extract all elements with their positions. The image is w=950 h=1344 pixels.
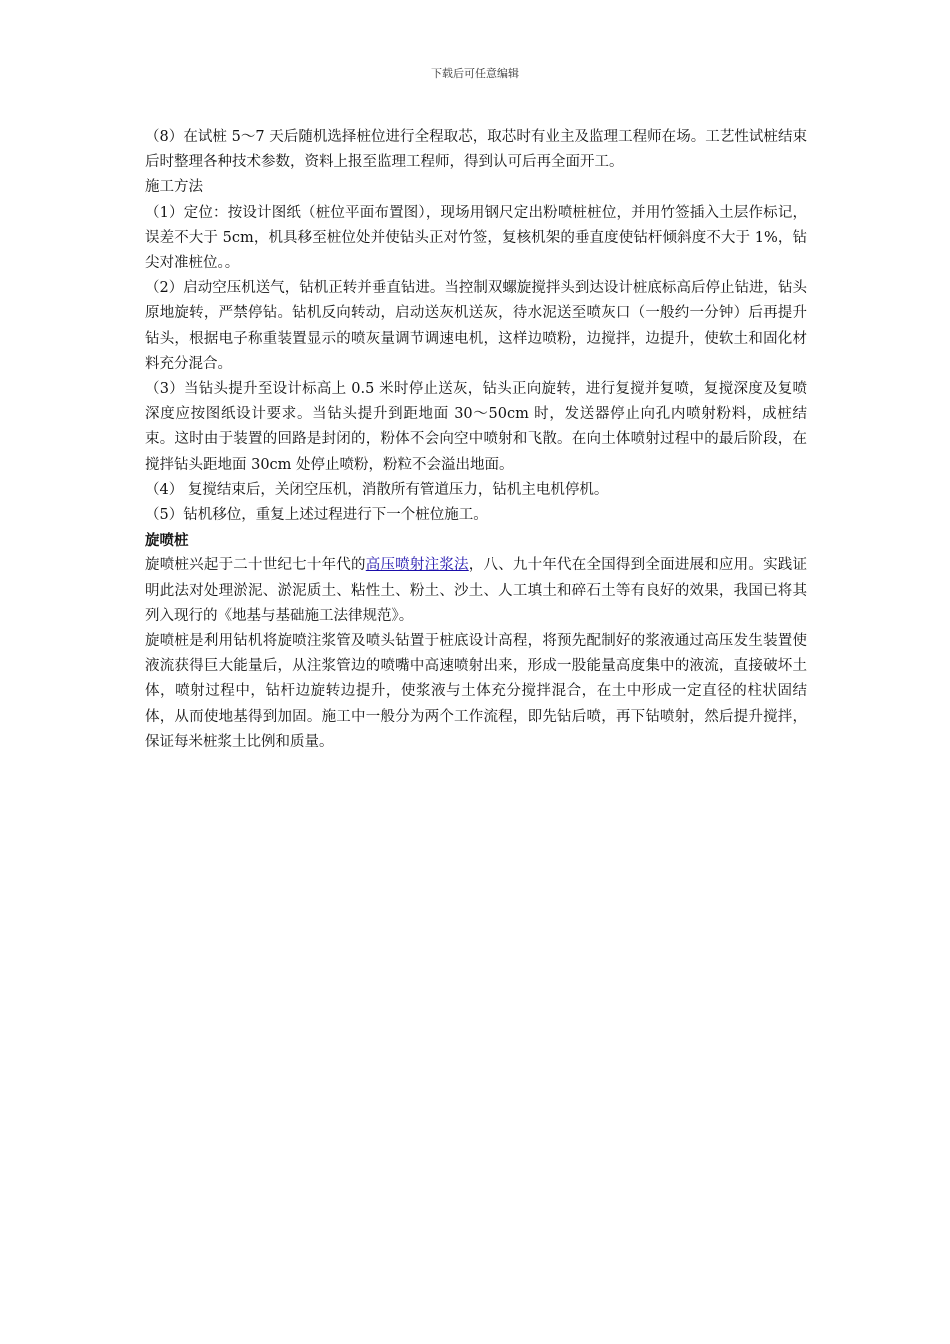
- paragraph-step-2: （2）启动空压机送气，钻机正转并垂直钻进。当控制双螺旋搅拌头到达设计桩底标高后停止钻进，钻头原地旋转，严禁停钻。钻机反向转动，启动送灰机送灰，待水泥送至喷灰口（一般约一分钟）后再提升钻头，根据电子称重装置显示的喷灰量调节调速电机，这样边喷粉，边搅拌，边提升，使软土和固化材料充分混合。: [145, 280, 807, 372]
- paragraph-text-after-link: ，八、九十年代在全国得到全面进展和应用。实践证明此法对处理淤泥、淤泥质土、粘性土、粉土、沙土、人工填土和碎石土等有良好的效果，我国已将其列入现行的《地基与基础施工法律规范》。: [145, 557, 808, 624]
- paragraph-trial-pile: （8）在试桩 5～7 天后随机选择桩位进行全程取芯，取芯时有业主及监理工程师在场。工艺性试桩结束后时整理各种技术参数，资料上报至监理工程师，得到认可后再全面开工。: [145, 129, 807, 171]
- paragraph-step-3: （3）当钻头提升至设计标高上 0.5 米时停止送灰，钻头正向旋转，进行复搅并复喷，复搅深度及复喷深度应按图纸设计要求。当钻头提升到距地面 30～50cm 时，发送器停止向孔内喷射粉料，成桩结束。这时由于装置的回路是封闭的，粉体不会向空中喷射和飞散。在向土体喷射过程中的最后阶段，在搅拌钻头距地面 30cm 处停止喷粉，粉粒不会溢出地面。: [145, 381, 807, 473]
- section-construction-method: 施工方法: [145, 179, 203, 196]
- paragraph-step-4: （4） 复搅结束后，关闭空压机，消散所有管道压力，钻机主电机停机。: [145, 481, 609, 498]
- page-header: 下载后可任意编辑: [431, 67, 519, 80]
- paragraph-jet-grouting-history: [145, 553, 807, 629]
- paragraph-jet-grouting-principle: 旋喷桩是利用钻机将旋喷注浆管及喷头钻置于桩底设计高程，将预先配制好的浆液通过高压发生装置使液流获得巨大能量后，从注浆管边的喷嘴中高速喷射出来，形成一股能量高度集中的液流，直接破坏土体，喷射过程中，钻杆边旋转边提升，使浆液与土体充分搅拌混合，在土中形成一定直径的柱状固结体，从而使地基得到加固。施工中一般分为两个工作流程，即先钻后喷，再下钻喷射，然后提升搅拌，保证每米桩浆土比例和质量。: [145, 633, 807, 750]
- document-body: [145, 125, 807, 755]
- paragraph-step-1: （1）定位：按设计图纸（桩位平面布置图），现场用钢尺定出粉喷桩桩位，并用竹签插入土层作标记，误差不大于 5cm，机具移至桩位处并使钻头正对竹签，复核机架的垂直度使钻杆倾斜度不大于 1%，钻尖对准桩位。。: [145, 204, 807, 272]
- paragraph-step-5: （5）钻机移位，重复上述过程进行下一个桩位施工。: [145, 507, 488, 524]
- paragraph-text-before-link: 旋喷桩兴起于二十世纪七十年代的: [145, 557, 366, 574]
- high-pressure-jet-grouting-link[interactable]: 高压喷射注浆法: [365, 557, 469, 574]
- heading-jet-grouting-pile: 旋喷桩: [145, 532, 189, 550]
